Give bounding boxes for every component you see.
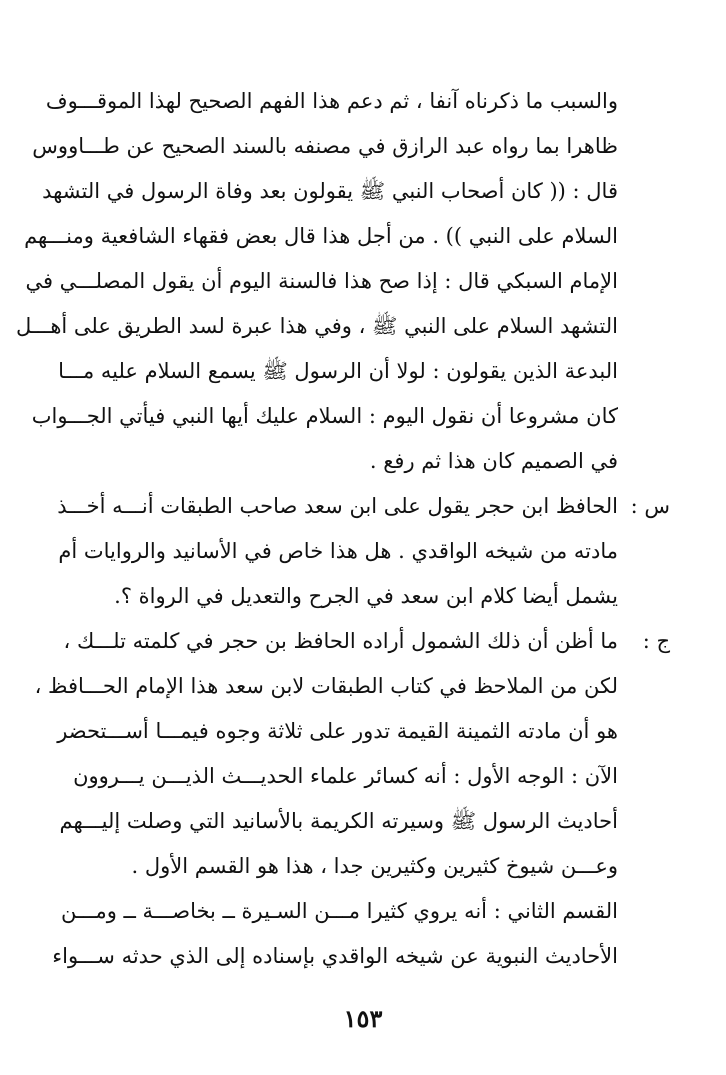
page-number: ١٥٣	[343, 1004, 383, 1033]
answer-line: أحاديث الرسول ﷺ وسيرته الكريمة بالأسانيد التي وصلت إليـــهم	[59, 809, 618, 833]
answer-line: لكن من الملاحظ في كتاب الطبقات لابن سعد هذا الإمام الحـــافظ ،	[34, 674, 618, 698]
body-line: كان مشروعا أن نقول اليوم : السلام عليك أيها النبي فيأتي الجـــواب	[31, 404, 618, 428]
answer-line: ما أظن أن ذلك الشمول أراده الحافظ بن حجر في كلمته تلـــك ،	[63, 629, 618, 653]
answer-line: هو أن مادته الثمينة القيمة تدور على ثلاثة وجوه فيمـــا أســـتحضر	[57, 719, 618, 743]
body-line: في الصميم كان هذا ثم رفع .	[369, 449, 618, 473]
body-line: السلام على النبي )) . من أجل هذا قال بعض فقهاء الشافعية ومنـــهم	[24, 224, 618, 248]
question-line: مادته من شيخه الواقدي . هل هذا خاص في الأسانيد والروايات أم	[58, 539, 618, 563]
body-line: والسبب ما ذكرناه آنفا ، ثم دعم هذا الفهم الصحيح لهذا الموقـــوف	[45, 89, 618, 113]
answer-marker: ج :	[642, 629, 670, 653]
answer-line: الآن : الوجه الأول : أنه كسائر علماء الحديـــث الذيـــن يـــروون	[73, 764, 618, 788]
answer-line: القسم الثاني : أنه يروي كثيرا مـــن السـيرة ــ بخاصـــة ــ ومـــن	[61, 899, 618, 923]
answer-line: وعـــن شيوخ كثيرين وكثيرين جدا ، هذا هو القسم الأول .	[131, 854, 618, 878]
question-line: يشمل أيضا كلام ابن سعد في الجرح والتعديل في الرواة ؟.	[114, 584, 618, 608]
body-line: ظاهرا بما رواه عبد الرازق في مصنفه بالسند الصحيح عن طـــاووس	[32, 134, 618, 158]
body-line: قال : (( كان أصحاب النبي ﷺ يقولون بعد وفاة الرسول في التشهد	[42, 179, 618, 203]
question-line: الحافظ ابن حجر يقول على ابن سعد صاحب الطبقات أنـــه أخـــذ	[57, 494, 618, 518]
answer-line: الأحاديث النبوية عن شيخه الواقدي بإسناده إلى الذي حدثه ســـواء	[52, 944, 618, 968]
body-line: التشهد السلام على النبي ﷺ ، وفي هذا عبرة لسد الطريق على أهـــل	[15, 314, 618, 338]
body-line: البدعة الذين يقولون : لولا أن الرسول ﷺ يسمع السلام عليه مـــا	[58, 359, 618, 383]
body-line: الإمام السبكي قال : إذا صح هذا فالسنة اليوم أن يقول المصلـــي في	[25, 269, 618, 293]
question-marker: س :	[630, 494, 670, 518]
